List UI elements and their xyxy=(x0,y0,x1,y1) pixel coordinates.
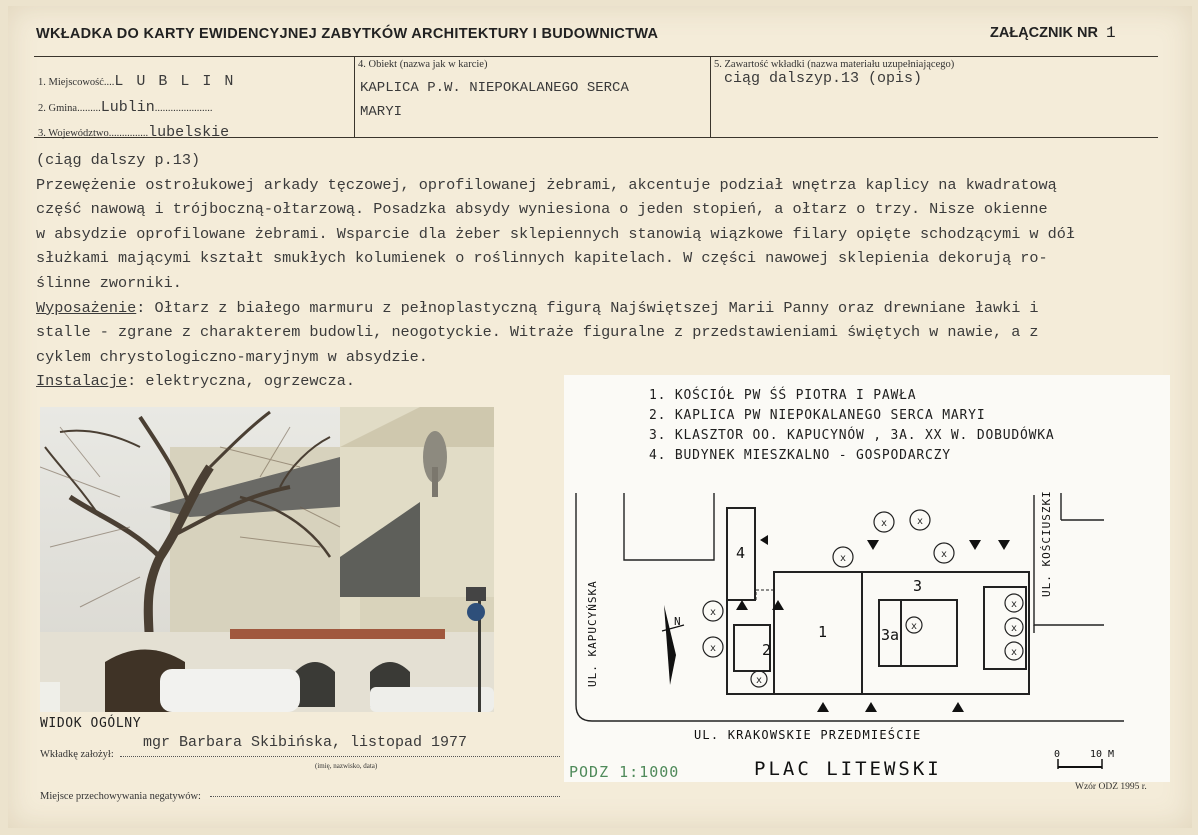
north-label: N xyxy=(674,615,681,628)
creator-sublabel: (imię, nazwisko, data) xyxy=(315,762,378,770)
north-arrow xyxy=(662,605,684,685)
locality-label: 1. Miejscowość xyxy=(38,77,104,88)
desc-line: ślinne zworniki. xyxy=(36,273,182,292)
svg-text:x: x xyxy=(755,675,763,686)
legend-2: 2. KAPLICA PW NIEPOKALANEGO SERCA MARYI xyxy=(649,408,986,423)
building-3: 3 xyxy=(913,577,923,595)
tree-mark xyxy=(833,547,853,567)
legend-3: 3. KLASZTOR OO. KAPUCYNÓW , 3A. XX W. DOBUDÓWKA xyxy=(649,428,1055,443)
object-label: 4. Obiekt (nazwa jak w karcie) xyxy=(358,59,488,70)
desc-line: Wyposażenie: Ołtarz z białego marmuru z pełnoplastyczną figurą Najświętszej Marii Panny oraz drewniane ławki i xyxy=(36,298,1039,317)
commune-label: 2. Gmina xyxy=(38,103,78,114)
desc-line: część nawową i trójboczną-ołtarzową. Posadzka absydy wyniesiona o jeden stopień, a ołtarz o trzy. Nisze okienne xyxy=(36,200,1048,219)
annex-value: 1 xyxy=(1105,24,1116,42)
tree-mark xyxy=(703,637,723,657)
tree-mark xyxy=(751,671,767,687)
building-1: 1 xyxy=(818,623,828,641)
installations-label: Instalacje xyxy=(36,372,128,391)
svg-text:x: x xyxy=(916,516,924,527)
building-4: 4 xyxy=(736,544,746,562)
chapel-photo xyxy=(40,407,494,712)
voivodeship-label: 3. Województwo xyxy=(38,128,109,139)
legend-4: 4. BUDYNEK MIESZKALNO - GOSPODARCZY xyxy=(649,448,951,463)
legend-1: 1. KOŚCIÓŁ PW ŚŚ PIOTRA I PAWŁA xyxy=(649,388,917,403)
content-label: 5. Zawartość wkładki (nazwa materiału uzupełniającego) xyxy=(714,59,955,70)
form-title: WKŁADKA DO KARTY EWIDENCYJNEJ ZABYTKÓW ARCHITEKTURY I BUDOWNICTWA xyxy=(36,26,659,42)
desc-line: stalle - zgrane z charakterem budowli, neogotyckie. Witraże figuralne z przedstawieniami świętych w nawie, a z xyxy=(36,323,1039,342)
site-plan-drawing xyxy=(564,375,1170,782)
equipment-label: Wyposażenie xyxy=(36,298,137,317)
svg-text:x: x xyxy=(709,643,717,654)
desc-line: cyklem chrystologiczno-maryjnym w absydzie. xyxy=(36,347,428,366)
site-plan xyxy=(564,375,1170,782)
content-value: ciąg dalszyp.13 (opis) xyxy=(724,70,923,87)
description-text xyxy=(36,148,1176,394)
grid-line-top xyxy=(34,56,1158,57)
tree-mark xyxy=(934,543,954,563)
svg-text:x: x xyxy=(910,621,918,632)
svg-text:x: x xyxy=(1010,647,1018,658)
svg-text:x: x xyxy=(880,518,888,529)
svg-text:x: x xyxy=(839,553,847,564)
tree-mark xyxy=(910,510,930,530)
desc-line: Przewężenie ostrołukowej arkady tęczowej, oprofilowanej żebrami, akcentuje podział wnętrza kaplicy na kwadratową xyxy=(36,175,1057,194)
tree-mark xyxy=(1005,618,1023,636)
field-locality: 1. Miejscowość....L U B L I N xyxy=(38,73,236,90)
storage-field xyxy=(40,786,560,804)
svg-text:x: x xyxy=(1010,623,1018,634)
plan-scale: PODZ 1:1000 xyxy=(569,763,680,781)
commune-value: Lublin xyxy=(100,99,155,116)
creator-label: Wkładkę założył: xyxy=(40,749,114,760)
tree-mark xyxy=(874,512,894,532)
street-bottom: UL. KRAKOWSKIE PRZEDMIEŚCIE xyxy=(694,728,922,742)
desc-line: w absydzie oprofilowane żebrami. Wsparcie dla żeber sklepiennych stanowią wiązkowe filary opięte schodzącymi w dół xyxy=(36,224,1075,243)
storage-label: Miejsce przechowywania negatywów: xyxy=(40,791,201,802)
svg-text:x: x xyxy=(709,607,717,618)
desc-line: (ciąg dalszy p.13) xyxy=(36,151,201,169)
svg-text:x: x xyxy=(1010,599,1018,610)
building-2: 2 xyxy=(762,641,772,659)
tree-mark xyxy=(1005,594,1023,612)
tree-mark xyxy=(1005,642,1023,660)
street-left: UL. KAPUCYŃSKA xyxy=(586,580,599,687)
grid-divider-2 xyxy=(710,56,711,138)
building-3a: 3a xyxy=(881,626,900,644)
annex-number xyxy=(990,24,1116,42)
scale-bar xyxy=(1054,749,1114,769)
street-right: UL. KOŚCIUSZKI xyxy=(1040,490,1053,597)
photo-caption: WIDOK OGÓLNY xyxy=(40,716,142,731)
form-template-id: Wzór ODZ 1995 r. xyxy=(1075,782,1147,792)
svg-text:0: 0 xyxy=(1054,749,1061,760)
creator-value: mgr Barbara Skibińska, listopad 1977 xyxy=(143,734,468,751)
locality-value: L U B L I N xyxy=(114,73,236,90)
object-value-1: KAPLICA P.W. NIEPOKALANEGO SERCA xyxy=(360,80,629,96)
tree-mark xyxy=(906,617,922,633)
svg-text:x: x xyxy=(940,549,948,560)
annex-label: ZAŁĄCZNIK NR xyxy=(990,25,1098,41)
photo-image xyxy=(40,407,494,712)
desc-line: służkami mającymi kształt smukłych kolumienek o roślinnych kapitelach. W części nawowej sklepienia dekorują ro- xyxy=(36,249,1048,268)
desc-line: Instalacje: elektryczna, ogrzewcza. xyxy=(36,372,355,391)
object-value-2: MARYI xyxy=(360,104,403,120)
tree-mark xyxy=(703,601,723,621)
svg-text:10 M: 10 M xyxy=(1090,749,1115,760)
plan-square: PLAC LITEWSKI xyxy=(754,758,942,780)
voivodeship-value: lubelskie xyxy=(148,124,230,141)
field-voivodeship: 3. Województwo...............lubelskie xyxy=(38,124,230,141)
creator-field xyxy=(40,734,560,768)
grid-divider-1 xyxy=(354,56,355,138)
field-commune: 2. Gmina.........Lublin...................... xyxy=(38,99,213,116)
